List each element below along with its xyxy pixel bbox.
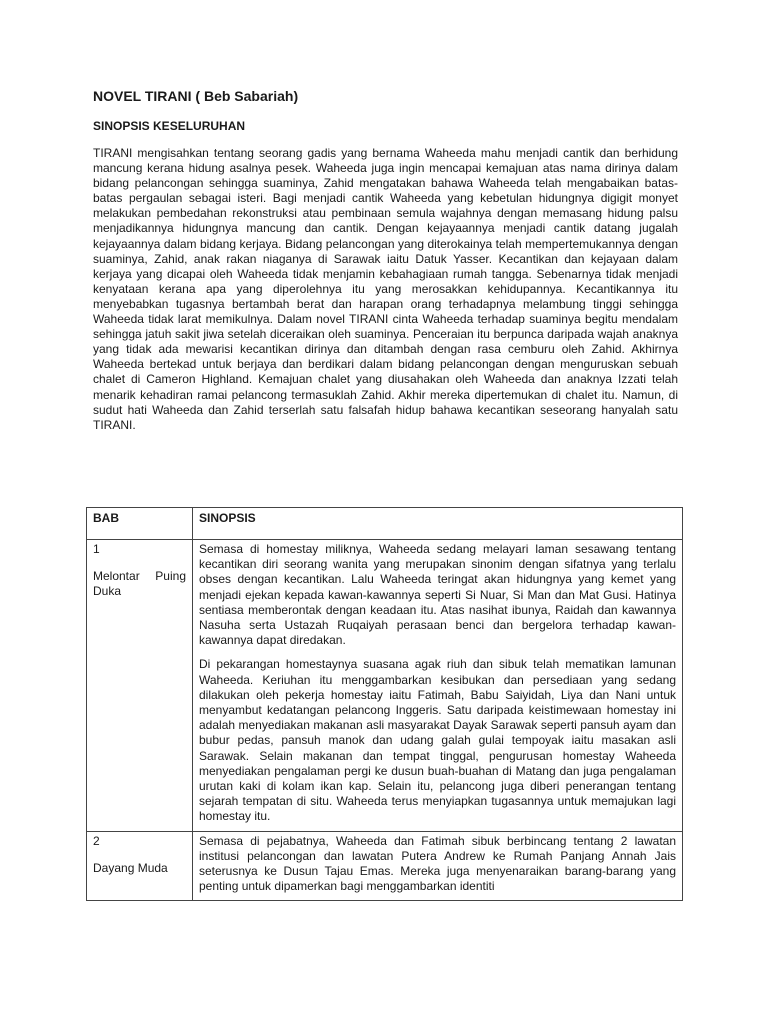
section-heading: SINOPSIS KESELURUHAN (93, 119, 246, 133)
chapter-number: 1 (93, 542, 100, 556)
chapter-title: Melontar Puing Duka (93, 569, 186, 599)
synopsis-paragraph: TIRANI mengisahkan tentang seorang gadis yang bernama Waheeda mahu menjadi cantik dan berhidung mancung kerana hidung asalnya pesek. Waheeda juga ingin mencapai kemajuan atas nama dirinya dalam bidang pelancongan sehingga suaminya, Zahid mengatakan bahawa Waheeda telah mengabaikan batas-batas pergaulan sebagai isteri. Bagi menjadi cantik Waheeda yang kebetulan hidungnya digigit monyet melakukan pembedahan rekonstruksi atau pembinaan semula wajahnya dengan memasang hidung palsu menjadikannya hidungnya mancung dan cantik. Dengan kejayaannya menjadi cantik datang jugalah kejayaannya dalam bidang kerjaya. Bidang pelancongan yang diterokainya telah mempertemukannya dengan suaminya, Zahid, anak rakan niaganya di Sarawak iaitu Datuk Yasser. Kecantikan dan kejayaan dalam kerjaya yang dicapai oleh Waheeda tidak menjamin kebahagiaan rumah tangga. Sebenarnya tidak menjadi kenyataan kerana apa yang diperolehnya itu yang merosakkan kehidupannya. Kecantikannya itu menyebabkan tugasnya bertambah berat dan harapan orang terhadapnya melambung tinggi sehingga Waheeda tidak larat memikulnya. Dalam novel TIRANI cinta Waheeda terhadap suaminya begitu mendalam sehingga jatuh sakit jiwa setelah diceraikan oleh suaminya. Penceraian itu berpunca daripada wajah anaknya yang tidak ada mewarisi kecantikan dirinya dan ditambah dengan rasa cemburu oleh Zahid. Akhirnya Waheeda bertekad untuk berjaya dan berdikari dalam bidang pelancongan dengan menguruskan sebuah chalet di Cameron Highland. Kemajuan chalet yang diusahakan oleh Waheeda dan anaknya Izzati telah menarik kehadiran ramai pelancong termasuklah Zahid. Akhir mereka dipertemukan di chalet itu. Namun, di sudut hati Waheeda dan Zahid terserlah satu falsafah hidup bahawa kecantikan seseorang hanyalah satu TIRANI. (93, 146, 678, 432)
page-title: NOVEL TIRANI ( Beb Sabariah) (93, 88, 299, 104)
chapter-synopsis-table (86, 507, 683, 901)
chapter-number: 2 (93, 833, 100, 848)
chapter-paragraph: Semasa di homestay miliknya, Waheeda sedang melayari laman sesawang tentang kecantikan diri seorang wanita yang merupakan sinonim dengan sifatnya yang terlalu obses dengan kecantikan. Lalu Waheeda teringat akan hidungnya yang kemet yang menjadi ejekan kepada kawan-kawannya seperti Si Nuar, Si Man dan Mat Gusi. Hatinya sentiasa memberontak dengan keadaan itu. Atas nasihat ibunya, Raidah dan kawannya Nasuha serta Ustazah Ruqaiyah perasaan benci dan bergelora terhadap kawan-kawannya dapat diredakan. (199, 542, 676, 648)
synopsis-cell (193, 831, 683, 901)
table-header-row (87, 508, 683, 540)
chapter-paragraph: Semasa di pejabatnya, Waheeda dan Fatimah sibuk berbincang tentang 2 lawatan institusi pelancongan dan lawatan Putera Andrew ke Rumah Panjang Annah Jais seterusnya ke Dusun Tajau Emas. Mereka juga menyenaraikan barang-barang yang penting untuk dipamerkan bagi menggambarkan identiti (199, 833, 676, 894)
chapter-cell (87, 831, 193, 901)
header-sinopsis: SINOPSIS (193, 508, 683, 540)
chapter-paragraph: Di pekarangan homestaynya suasana agak riuh dan sibuk telah mematikan lamunan Waheeda. Keriuhan itu menggambarkan kesibukan dan persediaan yang sedang dilakukan oleh pekerja homestay iaitu Fatimah, Babu Saiyidah, Liya dan Nani untuk menyambut kedatangan pelancong Inggeris. Satu daripada keistimewaan homestay ini adalah menyediakan makanan asli masyarakat Dayak Sarawak seperti pansuh ayam dan bubur pedas, pansuh manok dan udang galah gulai tempoyak iaitu masakan asli Sarawak. Selain makanan dan tempat tinggal, pengurusan homestay Waheeda menyediakan pengalaman pergi ke dusun buah-buahan di Matang dan juga pengalaman urutan kaki di kolam ikan kap. Selain itu, pelancong juga diberi penerangan tentang sejarah tempatan di situ. Waheeda terus menyiapkan tugasannya untuk memajukan lagi homestay itu. (199, 657, 676, 824)
table-row (87, 831, 683, 901)
header-bab: BAB (87, 508, 193, 540)
chapter-title: Dayang Muda (93, 860, 168, 875)
synopsis-cell (193, 540, 683, 832)
chapter-cell (87, 540, 193, 832)
table-row (87, 540, 683, 832)
